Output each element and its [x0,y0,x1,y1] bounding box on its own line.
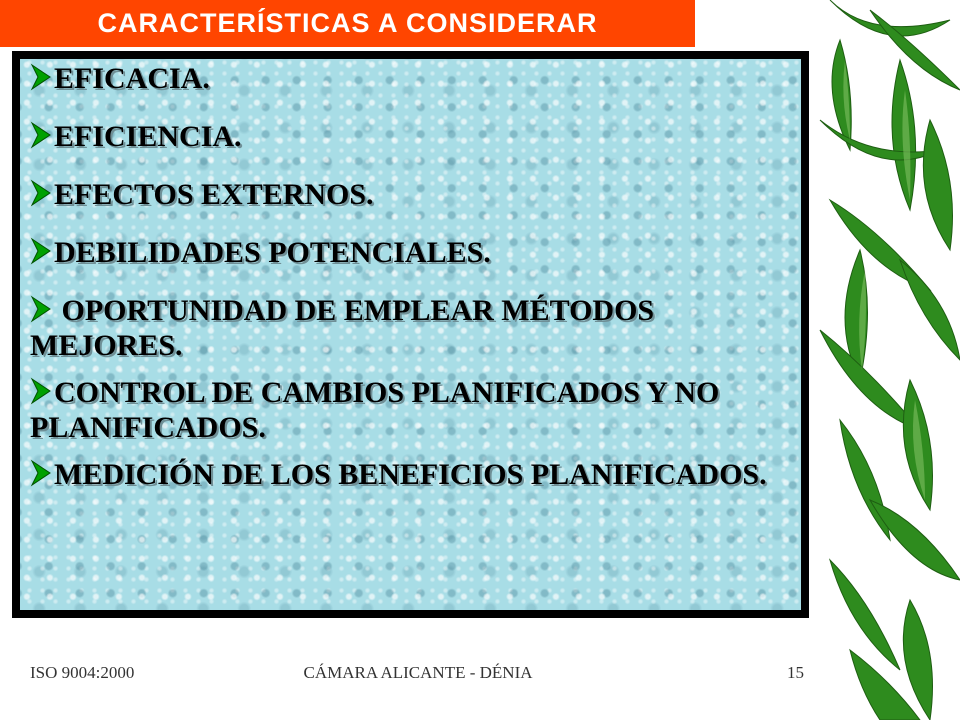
arrow-bullet-icon [30,179,52,207]
bullet-item: OPORTUNIDAD DE EMPLEAR MÉTODOS MEJORES. [30,294,655,362]
arrow-bullet-icon [30,295,52,323]
bullet-item: CONTROL DE CAMBIOS PLANIFICADOS Y NO PLANIFICADOS. [30,376,720,444]
footer-center: CÁMARA ALICANTE - DÉNIA [303,663,533,682]
bamboo-leaves-icon [810,0,960,720]
arrow-bullet-icon [30,237,52,265]
bullet-list [30,61,790,504]
arrow-bullet-icon [30,121,52,149]
title-bar [0,0,695,47]
arrow-bullet-icon [30,377,52,405]
content-panel [12,51,809,618]
bullet-item: EFECTOS EXTERNOS. [30,177,790,212]
slide-title: CARACTERÍSTICAS A CONSIDERAR [97,8,598,38]
bullet-item: EFICACIA. [30,61,790,96]
bullet-item: MEDICIÓN DE LOS BENEFICIOS PLANIFICADOS. [30,457,790,492]
bullet-item: EFICIENCIA. [30,119,790,154]
arrow-bullet-icon [30,63,52,91]
bullet-item: DEBILIDADES POTENCIALES. [30,235,790,270]
page-number: 15 [787,663,804,682]
arrow-bullet-icon [30,459,52,487]
footer-left: ISO 9004:2000 [30,663,135,682]
